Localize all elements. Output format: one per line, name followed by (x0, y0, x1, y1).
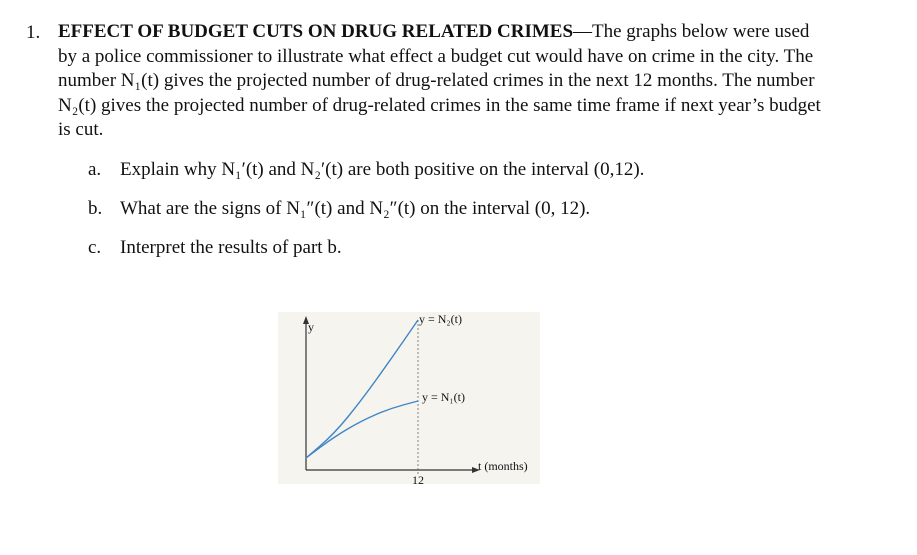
part-b (88, 197, 590, 221)
problem-number: 1. (26, 22, 41, 43)
part-c (88, 236, 342, 260)
part-b-letter: b. (88, 198, 103, 219)
part-c-text: Interpret the results of part b. (120, 237, 342, 258)
part-a (88, 158, 644, 182)
legend-n2: y = N₂(t) (419, 312, 462, 326)
problem-intro: —The graphs below were used by a police commissioner to illustrate what effect a budget cut would have on crime in the city. The number N₁(t) gives the projected number of drug-related crimes in the next 12 months. The number N₂(t) gives the projected number of drug-related crimes in the same time frame if next year’s budget is cut. (58, 21, 821, 140)
problem-statement (58, 20, 828, 143)
legend-n1: y = N₁(t) (422, 390, 465, 404)
y-axis-label: y (308, 320, 314, 334)
part-b-text: What are the signs of N₁″(t) and N₂″(t) on the interval (0, 12). (120, 198, 591, 219)
problem-block (26, 20, 906, 143)
x-tick-12: 12 (412, 473, 424, 487)
part-c-letter: c. (88, 237, 102, 258)
part-a-letter: a. (88, 159, 102, 180)
crime-graph (278, 298, 553, 488)
problem-title: EFFECT OF BUDGET CUTS ON DRUG RELATED CRIMES (58, 21, 574, 42)
x-axis-label: t (months) (478, 459, 528, 473)
part-a-text: Explain why N₁′(t) and N₂′(t) are both positive on the interval (0,12). (120, 159, 645, 180)
